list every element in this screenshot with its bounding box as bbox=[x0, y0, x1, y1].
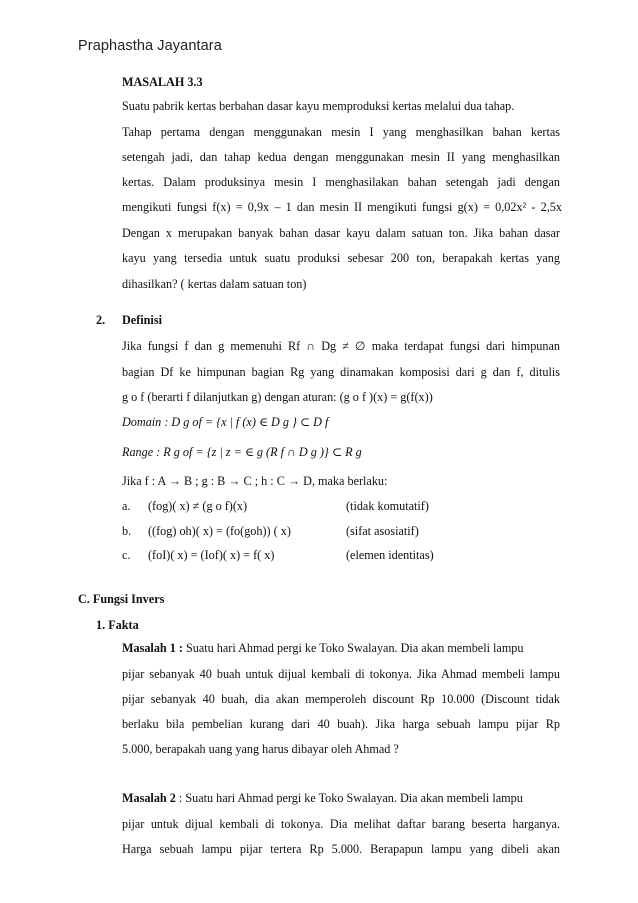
definisi-jika: Jika f : A → B ; g : B → C ; h : C → D, maka berlaku: bbox=[122, 474, 388, 488]
definisi-line-3: g o f (berarti f dilanjutkan g) dengan aturan: (g o f )(x) = g(f(x)) bbox=[122, 390, 433, 404]
masalah33-line-5: mengikuti fungsi f(x) = 0,9x – 1 dan mesin II mengikuti fungsi g(x) = 0,02x² - 2,5x bbox=[122, 200, 562, 214]
definisi-line-2: bagian Df ke himpunan bagian Rg yang dinamakan komposisi dari g dan f, ditulis bbox=[122, 365, 560, 379]
prop-c-label: c. bbox=[122, 548, 131, 562]
fakta-heading: 1. Fakta bbox=[96, 618, 139, 632]
prop-b-formula: ((fog) oh)( x) = (fo(goh)) ( x) bbox=[148, 524, 291, 538]
masalah1-line-2: pijar sebanyak 40 buah untuk dijual kembali di tokonya. Jika Ahmad membeli lampu bbox=[122, 667, 560, 681]
masalah1-title: Masalah 1 : bbox=[122, 641, 183, 655]
masalah2-line-3: Harga sebuah lampu pijar tertera Rp 5.000. Berapapun lampu yang dibeli akan bbox=[122, 842, 560, 856]
masalah1-line-1 bbox=[122, 640, 560, 656]
masalah33-line-7: kayu yang tersedia untuk suatu produksi sebesar 200 ton, berapakah kertas yang bbox=[122, 251, 560, 265]
masalah33-line-2: Tahap pertama dengan menggunakan mesin I yang menghasilkan bahan kertas bbox=[122, 125, 560, 139]
page-header-author: Praphastha Jayantara bbox=[78, 38, 222, 54]
masalah33-line-8: dihasilkan? ( kertas dalam satuan ton) bbox=[122, 277, 307, 291]
masalah2-title: Masalah 2 bbox=[122, 791, 176, 805]
masalah33-title: MASALAH 3.3 bbox=[122, 75, 203, 89]
masalah33-line-3: setengah jadi, dan tahap kedua dengan menggunakan mesin II yang menghasilkan bbox=[122, 150, 560, 164]
definisi-range: Range : R g of = {z | z = ∈ g (R f ∩ D g )} ⊂ R g bbox=[122, 445, 362, 459]
prop-c-formula: (foI)( x) = (Iof)( x) = f( x) bbox=[148, 548, 275, 562]
masalah1-line-1-text: Suatu hari Ahmad pergi ke Toko Swalayan. Dia akan membeli lampu bbox=[182, 641, 524, 655]
prop-a-note: (tidak komutatif) bbox=[346, 499, 429, 513]
definisi-line-1: Jika fungsi f dan g memenuhi Rf ∩ Dg ≠ ∅ maka terdapat fungsi dari himpunan bbox=[122, 339, 560, 353]
definisi-title: Definisi bbox=[122, 313, 162, 327]
masalah2-line-2: pijar untuk dijual kembali di tokonya. Dia melihat daftar barang beserta harganya. bbox=[122, 817, 560, 831]
prop-a-label: a. bbox=[122, 499, 131, 513]
prop-c-note: (elemen identitas) bbox=[346, 548, 434, 562]
masalah2-line-1-text: : Suatu hari Ahmad pergi ke Toko Swalayan. Dia akan membeli lampu bbox=[175, 791, 523, 805]
prop-b-label: b. bbox=[122, 524, 132, 538]
definisi-domain: Domain : D g of = {x | f (x) ∈ D g } ⊂ D f bbox=[122, 415, 329, 429]
definisi-number: 2. bbox=[96, 313, 106, 327]
section-c-title: C. Fungsi Invers bbox=[78, 592, 165, 606]
prop-a-formula: (fog)( x) ≠ (g o f)(x) bbox=[148, 499, 248, 513]
masalah1-line-4: berlaku bila pembelian kurang dari 40 buah). Jika harga sebuah lampu pijar Rp bbox=[122, 717, 560, 731]
masalah33-line-6: Dengan x merupakan banyak bahan dasar kayu dalam satuan ton. Jika bahan dasar bbox=[122, 226, 560, 240]
masalah33-line-1 bbox=[122, 98, 560, 114]
masalah1-line-3: pijar sebanyak 40 buah, dia akan memperoleh discount Rp 10.000 (Discount tidak bbox=[122, 692, 560, 706]
masalah33-line-4: kertas. Dalam produksinya mesin I menghasilakan bahan setengah jadi dengan bbox=[122, 175, 560, 189]
prop-b-note: (sifat asosiatif) bbox=[346, 524, 419, 538]
masalah2-line-1 bbox=[122, 790, 560, 806]
masalah33-line-1-text: Suatu pabrik kertas berbahan dasar kayu memproduksi kertas melalui dua tahap. bbox=[122, 99, 515, 113]
masalah1-line-5: 5.000, berapakah uang yang harus dibayar oleh Ahmad ? bbox=[122, 742, 399, 756]
